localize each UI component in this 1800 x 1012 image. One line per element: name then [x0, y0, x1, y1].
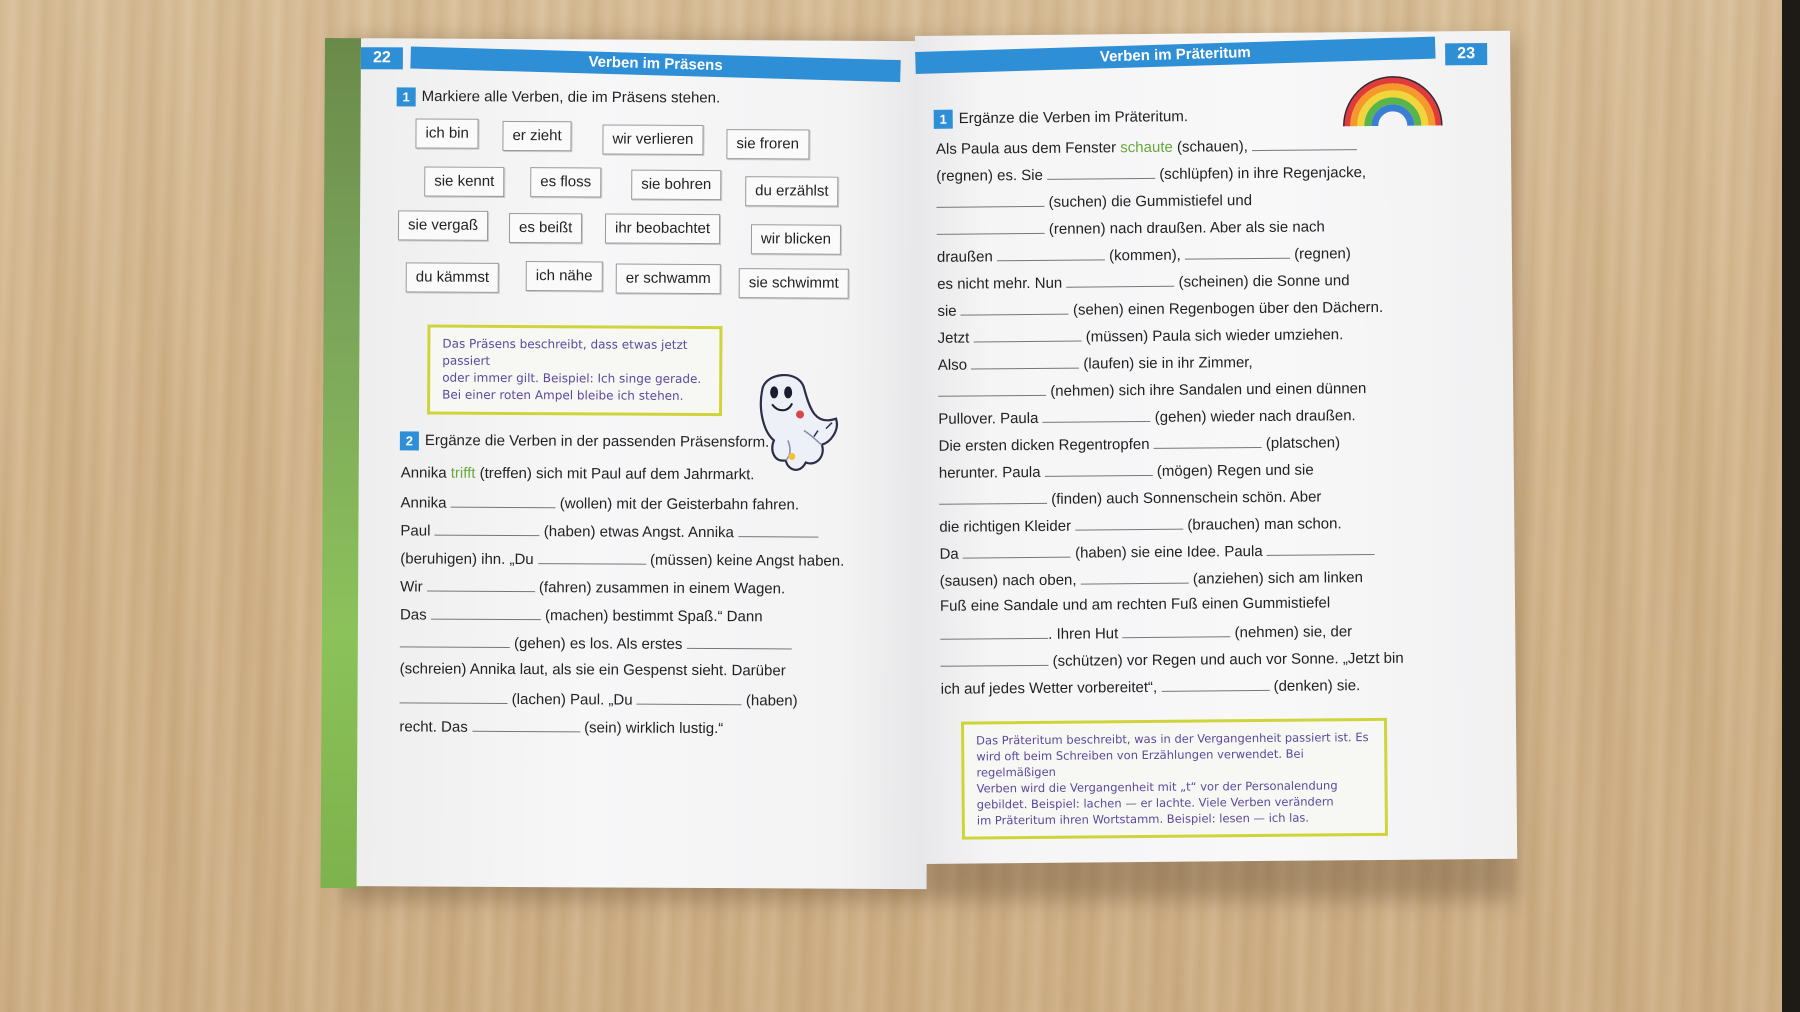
answer-blank[interactable] — [1045, 461, 1153, 477]
task-line: Jetzt (müssen) Paula sich wieder umziehen. — [937, 326, 1344, 347]
rainbow-illustration — [1340, 69, 1446, 130]
task-line: Die ersten dicken Regentropfen (platschen) — [938, 434, 1341, 455]
answer-blank[interactable] — [1161, 676, 1269, 692]
task-line: (rennen) nach draußen. Aber als sie nach — [937, 216, 1325, 238]
task2-line: Paul (haben) etwas Angst. Annika — [400, 520, 818, 541]
task-line: es nicht mehr. Nun (scheinen) die Sonne und — [937, 272, 1350, 293]
task-line: (finden) auch Sonnenschein schön. Aber — [939, 486, 1322, 508]
task-line: Also (laufen) sie in ihr Zimmer, — [937, 354, 1253, 374]
task2-line: (beruhigen) ihn. „Du (müssen) keine Angst haben. — [400, 550, 845, 570]
praesens-info-box — [427, 325, 722, 417]
task2-line: Wir (fahren) zusammen in einem Wagen. — [400, 578, 786, 598]
task1-badge: 1 — [397, 87, 416, 106]
answer-blank[interactable] — [971, 354, 1079, 370]
task-line: Als Paula aus dem Fenster schaute (schauen), — [936, 135, 1357, 158]
task-line: (nehmen) sich ihre Sandalen und einen dünnen — [938, 378, 1366, 401]
answer-blank[interactable] — [687, 634, 792, 650]
praeteritum-info-box — [961, 718, 1388, 840]
right-task1-instruction — [934, 108, 1188, 129]
left-page-header: Verben im Präsens — [410, 46, 900, 82]
task-line: (regnen) es. Sie (schlüpfen) in ihre Regenjacke, — [936, 164, 1367, 185]
answer-blank[interactable] — [400, 688, 508, 704]
answer-blank[interactable] — [1252, 135, 1357, 151]
right-page-number: 23 — [1445, 43, 1487, 65]
verb-chip[interactable]: wir blicken — [751, 224, 841, 254]
task-line: (schützen) vor Regen und auch vor Sonne. „Jetzt bin — [940, 648, 1403, 671]
task2-line: Annika trifft (treffen) sich mit Paul auf dem Jahrmarkt. — [400, 464, 755, 484]
info-line: gebildet. Beispiel: lachen — er lachte. Viele Verben verändern — [976, 794, 1334, 812]
answer-blank[interactable] — [538, 549, 646, 565]
task2-line: (lachen) Paul. „Du (haben) — [399, 688, 797, 709]
answer-blank[interactable] — [1122, 622, 1230, 638]
task2-instruction — [400, 431, 769, 452]
answer-blank[interactable] — [937, 219, 1045, 235]
answer-blank[interactable] — [1042, 407, 1150, 423]
info-line: Bei einer roten Ampel bleibe ich stehen. — [442, 387, 684, 403]
verb-chip[interactable]: sie schwimmt — [739, 268, 849, 299]
task-line: Da (haben) sie eine Idee. Paula — [939, 540, 1374, 563]
example-answer: schaute — [1120, 138, 1173, 157]
verb-chip[interactable]: ich bin — [415, 118, 479, 148]
answer-blank[interactable] — [1075, 515, 1183, 531]
example-answer: trifft — [450, 464, 476, 482]
task-line: die richtigen Kleider (brauchen) man schon. — [939, 515, 1342, 536]
verb-chip[interactable]: es floss — [530, 167, 601, 197]
verb-chip[interactable]: sie kennt — [424, 167, 504, 197]
info-line: Das Präsens beschreibt, dass etwas jetzt passiert — [442, 336, 688, 368]
verb-chip[interactable]: wir verlieren — [602, 124, 703, 155]
answer-blank[interactable] — [435, 521, 540, 537]
answer-blank[interactable] — [940, 651, 1048, 667]
left-page-wrapper — [321, 38, 930, 891]
task2-line: Annika (wollen) mit der Geisterbahn fahren. — [400, 494, 800, 514]
right-page-header: Verben im Präteritum — [915, 37, 1435, 74]
verb-chip[interactable]: du kämmst — [406, 262, 500, 292]
answer-blank[interactable] — [400, 632, 510, 648]
right-page — [915, 31, 1517, 864]
task-line: herunter. Paula (mögen) Regen und sie — [938, 461, 1314, 482]
task2-line: Das (machen) bestimmt Spaß.“ Dann — [399, 606, 763, 626]
verb-chip[interactable]: er zieht — [502, 121, 571, 151]
answer-blank[interactable] — [1066, 272, 1174, 288]
verb-chip[interactable]: sie vergaß — [398, 210, 488, 240]
answer-blank[interactable] — [1081, 569, 1189, 585]
left-page — [357, 38, 931, 889]
task2-line: (schreien) Annika laut, als sie ein Gespenst sieht. Darüber — [399, 660, 786, 680]
answer-blank[interactable] — [738, 522, 818, 537]
answer-blank[interactable] — [1154, 433, 1262, 449]
left-page-number: 22 — [361, 47, 403, 69]
task1-instruction — [397, 87, 721, 108]
verb-chip[interactable]: sie froren — [726, 129, 809, 159]
answer-blank[interactable] — [1267, 540, 1375, 556]
info-line: wird oft beim Schreiben von Erzählungen verwendet. Bei regelmäßigen — [976, 746, 1304, 780]
info-line: im Präteritum ihren Wortstamm. Beispiel: lesen — ich las. — [976, 810, 1310, 828]
task-line: Pullover. Paula (gehen) wieder nach draußen. — [938, 407, 1356, 428]
answer-blank[interactable] — [472, 717, 580, 733]
task-line: (sausen) nach oben, (anziehen) sich am linken — [939, 569, 1364, 590]
answer-blank[interactable] — [938, 381, 1046, 397]
verb-chip[interactable]: er schwamm — [616, 264, 721, 295]
task2-line: recht. Das (sein) wirklich lustig.“ — [399, 718, 724, 738]
answer-blank[interactable] — [939, 489, 1047, 505]
verb-chip[interactable]: ihr beobachtet — [605, 213, 720, 244]
task2-text: Ergänze die Verben in der passenden Präsensform. — [424, 431, 770, 451]
ghost-illustration — [744, 370, 845, 476]
right-page-wrapper — [915, 31, 1522, 866]
task-line: sie (sehen) einen Regenbogen über den Dächern. — [937, 298, 1384, 320]
info-line: oder immer gilt. Beispiel: Ich singe gerade. — [442, 370, 702, 386]
answer-blank[interactable] — [431, 605, 541, 621]
answer-blank[interactable] — [1185, 244, 1290, 260]
verb-chip[interactable]: du erzählst — [745, 176, 839, 206]
task-line: draußen (kommen), (regnen) — [936, 245, 1351, 266]
answer-blank[interactable] — [940, 624, 1048, 640]
task-line: Fuß eine Sandale und am rechten Fuß einen Gummistiefel — [939, 594, 1331, 615]
verb-chip[interactable]: ich nähe — [526, 261, 603, 291]
answer-blank[interactable] — [963, 543, 1071, 559]
table-edge-shadow — [1782, 0, 1800, 1012]
right-task1-badge: 1 — [934, 110, 953, 129]
info-line: Verben wird die Vergangenheit mit „t“ vor der Personalendung — [976, 778, 1338, 796]
task2-line: (gehen) es los. Als erstes — [400, 632, 792, 653]
answer-blank[interactable] — [451, 493, 556, 509]
info-line: Das Präteritum beschreibt, was in der Vergangenheit passiert ist. Es — [976, 730, 1369, 748]
answer-blank[interactable] — [427, 577, 535, 593]
right-task1-text: Ergänze die Verben im Präteritum. — [958, 108, 1189, 128]
task1-text: Markiere alle Verben, die im Präsens stehen. — [421, 87, 721, 107]
task2-badge: 2 — [400, 431, 419, 450]
task-line: (suchen) die Gummistiefel und — [936, 190, 1252, 212]
task-line: . Ihren Hut (nehmen) sie, der — [940, 621, 1352, 644]
answer-blank[interactable] — [936, 192, 1044, 208]
task-line: ich auf jedes Wetter vorbereitet“, (denken) sie. — [940, 677, 1361, 698]
verb-chip[interactable]: sie bohren — [631, 170, 721, 200]
answer-blank[interactable] — [1047, 164, 1155, 180]
verb-chip[interactable]: es beißt — [509, 213, 583, 243]
answer-blank[interactable] — [637, 690, 742, 706]
answer-blank[interactable] — [961, 300, 1069, 316]
answer-blank[interactable] — [973, 327, 1081, 343]
answer-blank[interactable] — [997, 245, 1105, 261]
